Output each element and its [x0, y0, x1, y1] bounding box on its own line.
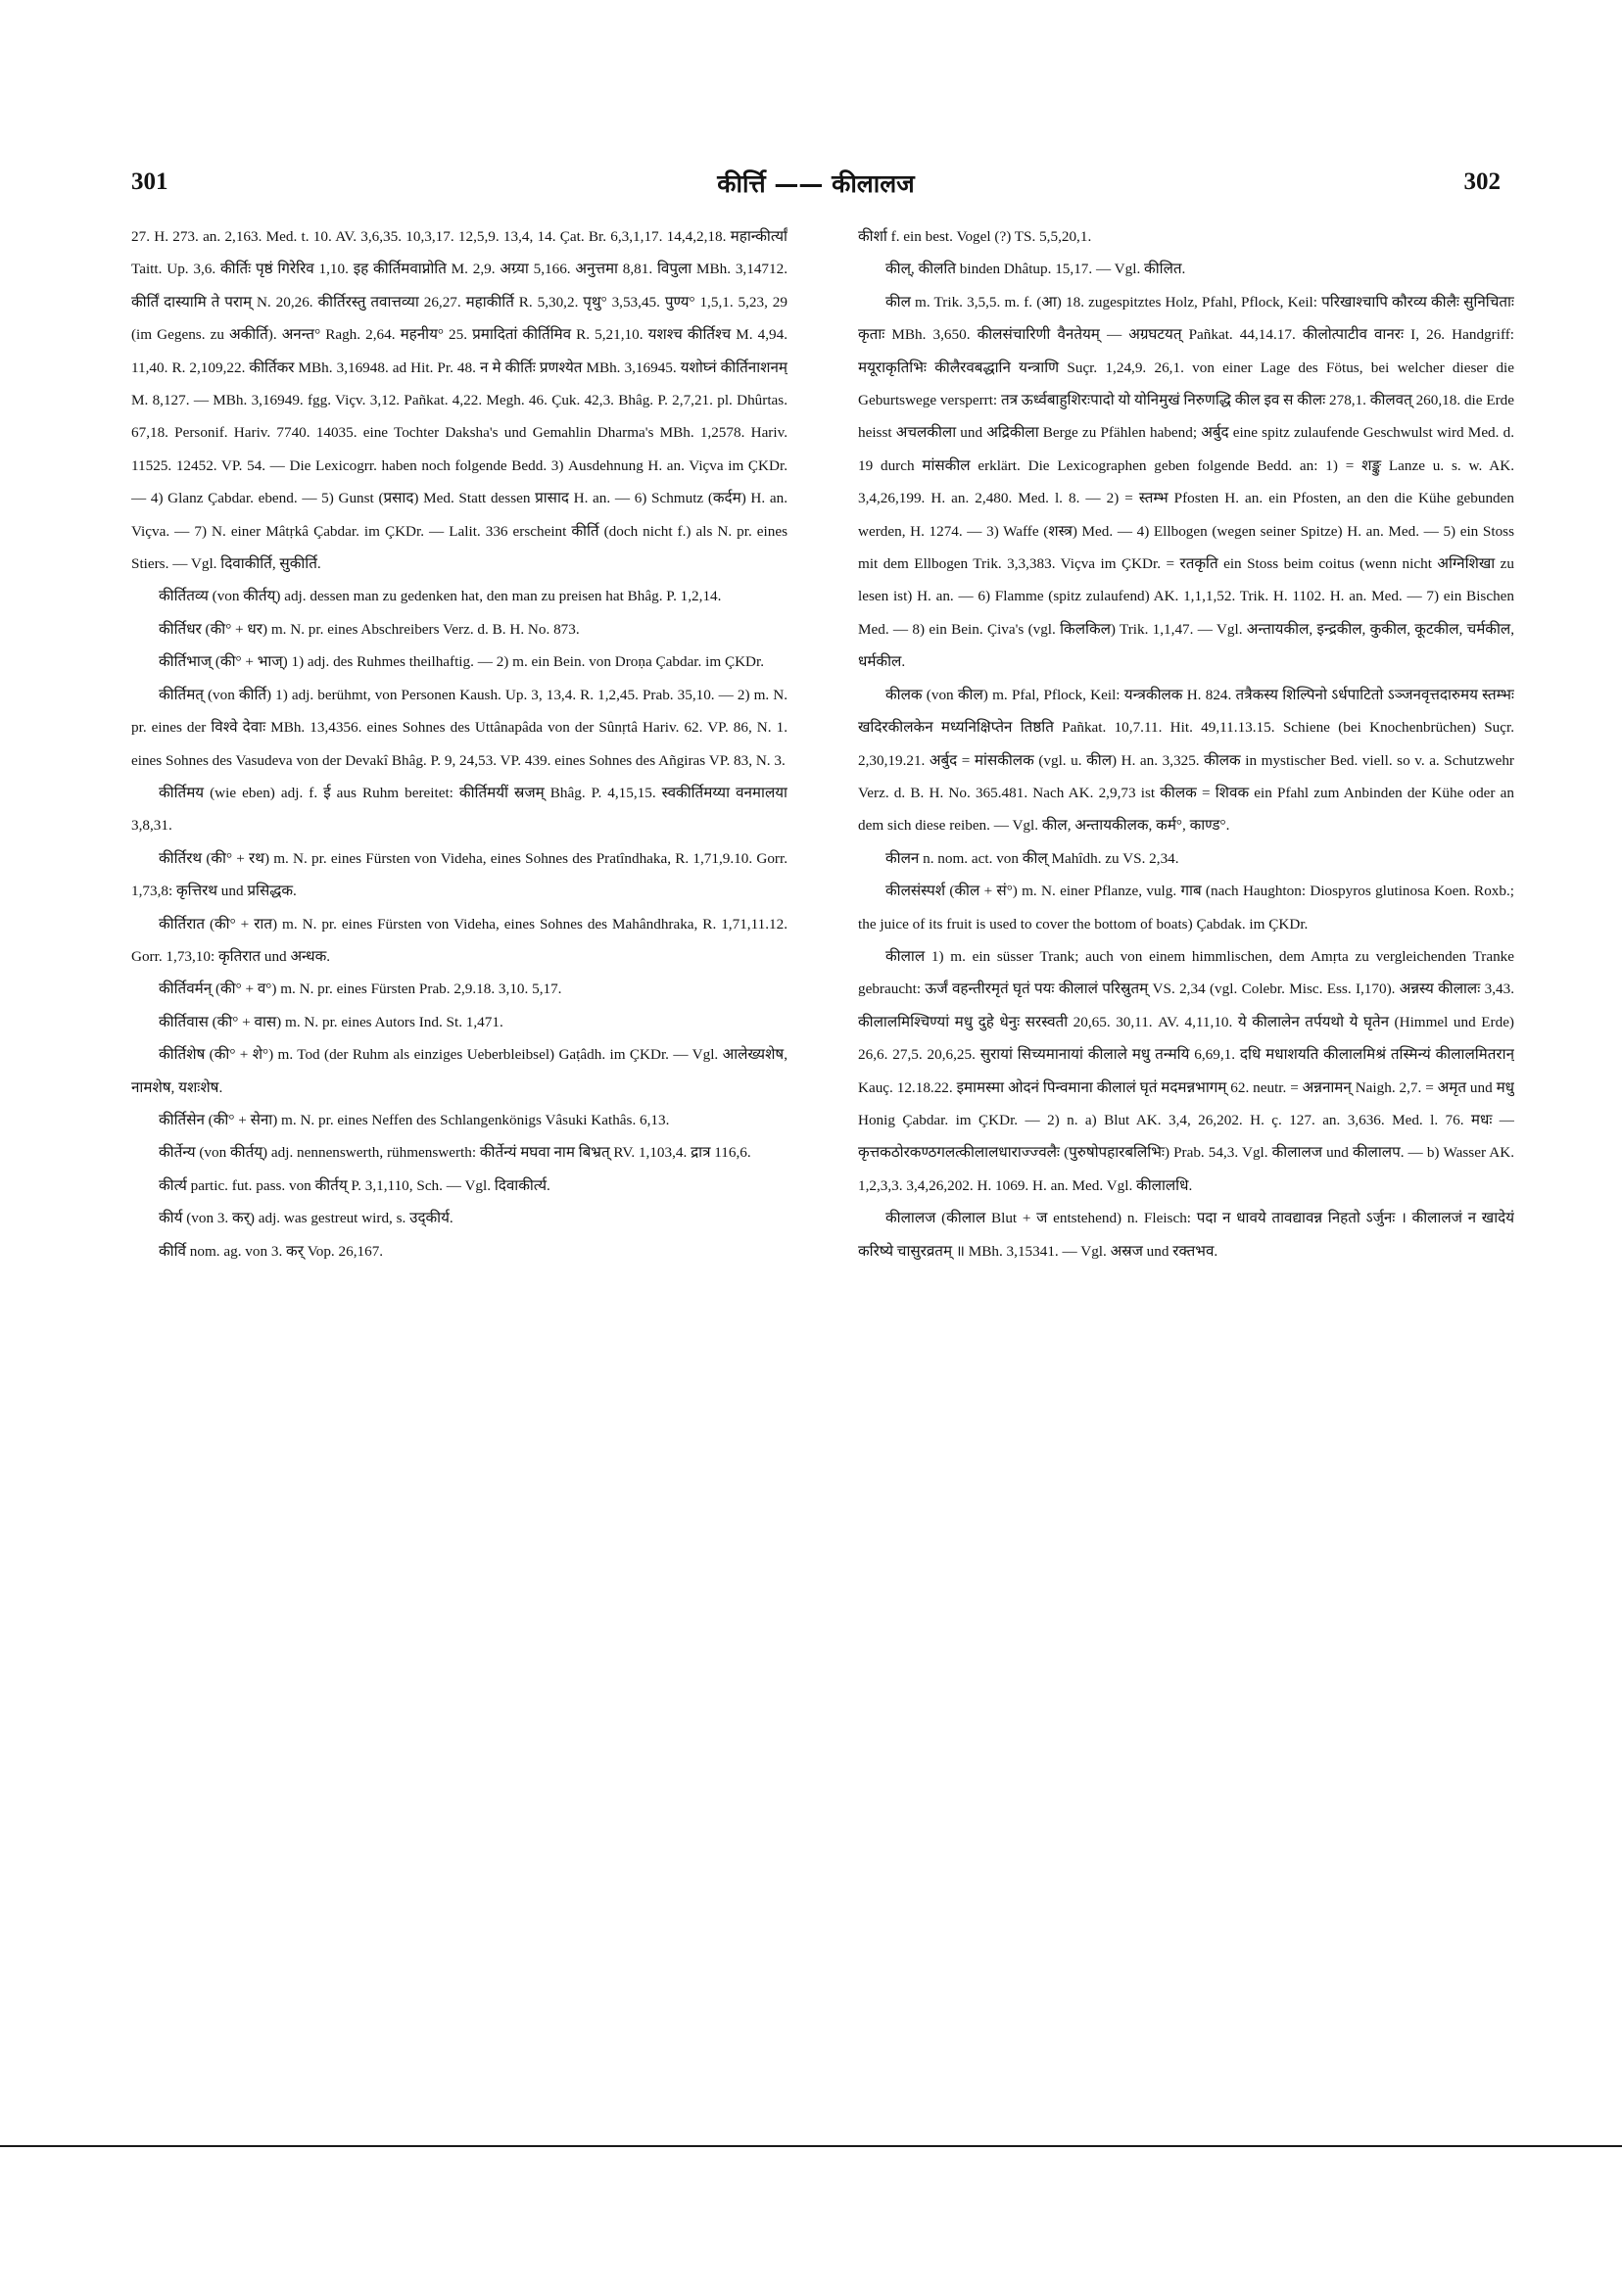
dictionary-entry: कील m. Trik. 3,5,5. m. f. (आ) 18. zugespitztes Holz, Pfahl, Pflock, Keil: परिखाश्चापि कौरव्य कीलैः सुनिचिताः कृताः MBh. 3,650. कीलसंचारिणी वैनतेयम् — अग्रघटयत् Pañkat. 44,14.17. कीलोत्पाटीव वानरः I, 26. Handgriff: मयूराकृतिभिः कीलैरवबद्धानि यन्त्राणि Suçr. 1,24,9. 26,1. von einer Lage des Fötus, bei welcher dieser die Geburtswege versperrt: तत्र ऊर्ध्वबाहुशिरःपादो यो योनिमुखं निरुणद्धि कील इव स कीलः 278,1. कीलवत् 260,18. die Erde heisst अचलकीला und अद्रिकीला Berge zu Pfählen habend; अर्बुद eine spitz zulaufende Geschwulst wird Med. d. 19 durch मांसकील erklärt. Die Lexicographen geben folgende Bedd. an: 1) = शङ्कु Lanze u. s. w. AK. 3,4,26,199. H. an. 2,480. Med. l. 8. — 2) = स्तम्भ Pfosten H. an. ein Pfosten, an den die Kühe gebunden werden, H. 1274. — 3) Waffe (शस्त्र) Med. — 4) Ellbogen (wegen seiner Spitze) H. an. Med. — 5) ein Stoss mit dem Ellbogen Trik. 3,3,383. Viçva im ÇKDr. = रतकृति ein Stoss beim coitus (wenn nicht अग्निशिखा zu lesen ist) H. an. — 6) Flamme (spitz zulaufend) AK. 1,1,1,52. Trik. H. 1102. H. an. Med. — 7) ein Bischen Med. — 8) ein Bein. Çiva's (vgl. किलकिल) Trik. 1,1,47. — Vgl. अन्तायकील, इन्द्रकील, कुकील, कूटकील, चर्मकील, धर्मकील. — [858, 293, 1514, 671]
dictionary-entry: कीर्तिरथ (की° + रथ) m. N. pr. eines Fürsten von Videha, eines Sohnes des Pratîndhaka, R. 1,71,9.10. Gorr. 1,73,8: कृत्तिरथ und प्रसिद्धक. — [131, 849, 787, 900]
dictionary-entry: कीर्तेन्य (von कीर्तय्) adj. nennenswerth, rühmenswerth: कीर्तेन्यं मघवा नाम बिभ्रत् RV. 1,103,4. द्रात्र 116,6. — [159, 1144, 751, 1162]
dictionary-entry: कीर्वि nom. ag. von 3. कर् Vop. 26,167. — [159, 1242, 384, 1260]
dictionary-entry: कीर्तिमय (wie eben) adj. f. ई aus Ruhm bereitet: कीर्तिमयीं स्रजम् Bhâg. P. 4,15,15. स्वकीर्तिमय्या वनमालया 3,8,31. — [131, 784, 787, 835]
dictionary-entry: 27. H. 273. an. 2,163. Med. t. 10. AV. 3,6,35. 10,3,17. 12,5,9. 13,4, 14. Çat. Br. 6,3,1,17. 14,4,2,18. महान्कीर्त्यां Taitt. Up. 3,6. कीर्तिः पृष्ठं गिरेरिव 1,10. इह कीर्तिमवाप्नोति M. 2,9. अग्र्या 5,166. अनुत्तमा 8,81. विपुला MBh. 3,14712. कीर्तिं दास्यामि ते पराम् N. 20,26. कीर्तिरस्तु तवात्तव्या 26,27. महाकीर्ति R. 5,30,2. पृथु° 3,53,45. पुण्य° 1,5,1. 5,23, 29 (im Gegens. zu अकीर्ति). अनन्त° Ragh. 2,64. महनीय° 25. प्रमादितां कीर्तिमिव R. 5,21,10. यशश्च कीर्तिश्च M. 4,94. 11,40. R. 2,109,22. कीर्तिकर MBh. 3,16948. ad Hit. Pr. 48. न मे कीर्तिः प्रणश्येत MBh. 3,16945. यशोघ्नं कीर्तिनाशनम् M. 8,127. — MBh. 3,16949. fgg. Viçv. 3,12. Pañkat. 4,22. Megh. 46. Çuk. 42,3. Bhâg. P. 2,7,21. pl. Dhûrtas. 67,18. Personif. Hariv. 7740. 14035. eine Tochter Daksha's und Gemahlin Dharma's MBh. 1,2578. Hariv. 11525. 12452. VP. 54. — Die Lexicogrr. haben noch folgende Bedd. 3) Ausdehnung H. an. Viçva im ÇKDr. — 4) Glanz Çabdar. ebend. — 5) Gunst (प्रसाद) Med. Statt dessen प्रासाद H. an. — 6) Schmutz (कर्दम) H. an. Viçva. — 7) N. einer Mâtṛkâ Çabdar. im ÇKDr. — Lalit. 336 erscheint कीर्ति (doch nicht f.) als N. pr. eines Stiers. — Vgl. दिवाकीर्ति, सुकीर्ति. — [131, 228, 787, 573]
dictionary-entry: कीर्य (von 3. कर्) adj. was gestreut wird, s. उद्कीर्य. — [159, 1210, 453, 1227]
dictionary-entry: कीर्शा f. ein best. Vogel (?) TS. 5,5,20,1. — [858, 228, 1092, 245]
left-column — [131, 220, 787, 2091]
dictionary-entry: कीलसंस्पर्श (कील + सं°) m. N. einer Pflanze, vulg. गाब (nach Haughton: Diospyros glutinosa Koen. Roxb.; the juice of its fruit is used to cover the bottom of boats) Çabdak. im ÇKDr. — [858, 883, 1514, 933]
dictionary-entry: कीलन n. nom. act. von कील् Mahîdh. zu VS. 2,34. — [885, 849, 1179, 867]
dictionary-entry: कीलाल 1) m. ein süsser Trank; auch von einem himmlischen, dem Amṛta zu vergleichenden Tranke gebraucht: ऊर्जं वहन्तीरमृतं घृतं पयः कीलालं परिस्रुतम् VS. 2,34 (vgl. Colebr. Misc. Ess. I,170). अन्नस्य कीलालः 3,43. कीलालमिश्चिण्यां मधु दुहे धेनुः सरस्वती 20,65. 30,11. AV. 4,11,10. ये कीलालेन तर्पयथो ये घृतेन (Himmel und Erde) 26,6. 27,5. 20,6,25. सुरायां सिच्यमानायां कीलाले मधु तन्मयि 6,69,1. दधि मधाशयति कीलालमिश्रं तस्मिन्यं कीलालमितरान् Kauç. 12.18.22. इमामस्मा ओदनं पिन्वमाना कीलालं घृतं मदमन्नभागम् 62. neutr. = अन्ननामन् Naigh. 2,7. = अमृत und मधु Honig Çabdar. im ÇKDr. — 2) n. a) Blut AK. 3,4, 26,202. H. ç. 127. an. 3,636. Med. l. 76. मधः — कृत्तकठोरकण्ठगलत्कीलालधाराज्ज्वलैः (पुरुषोपहारबलिभिः) Prab. 54,3. Vgl. कीलालज und कीलालप. — b) Wasser AK. 1,2,3,3. 3,4,26,202. H. 1069. H. an. Med. Vgl. कीलालधि. — [858, 947, 1514, 1194]
dictionary-entry: कीलक (von कील) m. Pfal, Pflock, Keil: यन्त्रकीलक H. 824. तत्रैकस्य शिल्पिनो ऽर्धपाटितो ऽञ्जनवृत्तदारुमय स्तम्भः खदिरकीलकेन मध्यनिक्षिप्तेन तिष्ठति Pañkat. 10,7.11. Hit. 49,11.13.15. Schiene (bei Knochenbrüchen) Suçr. 2,30,19.21. अर्बुद = मांसकीलक (vgl. u. कील) H. an. 3,325. कीलक in mystischer Bed. viell. so v. a. Schutzwehr Verz. d. B. H. No. 365.481. Nach AK. 2,9,73 ist कीलक = शिवक ein Pfahl zum Anbinden der Kühe oder an dem sich diese reiben. — Vgl. कील, अन्तायकीलक, कर्म°, काण्ड°. — [858, 686, 1514, 835]
dictionary-entry: कीर्तिरात (की° + रात) m. N. pr. eines Fürsten von Videha, eines Sohnes des Mahândhraka, R. 1,71,11.12. Gorr. 1,73,10: कृतिरात und अन्धक. — [131, 915, 787, 965]
dictionary-entry: कीर्तिवास (की° + वास) m. N. pr. eines Autors Ind. St. 1,471. — [159, 1013, 503, 1030]
page-header — [131, 168, 1501, 208]
dictionary-entry: कील्, कीलति binden Dhâtup. 15,17. — Vgl. कीलित. — [885, 261, 1186, 278]
dictionary-entry: कीर्तितव्य (von कीर्तय्) adj. dessen man zu gedenken hat, den man zu preisen hat Bhâg. P. 1,2,14. — [159, 588, 722, 605]
dictionary-entry: कीर्तिधर (की° + धर) m. N. pr. eines Abschreibers Verz. d. B. H. No. 873. — [159, 620, 580, 638]
dictionary-entry: कीलालज (कीलाल Blut + ज entstehend) n. Fleisch: पदा न धावये तावद्यावन्न निहतो ऽर्जुनः । कीलालजं न खादेयं करिष्ये चासुरव्रतम् ॥ MBh. 3,15341. — Vgl. अस्रज und रक्तभव. — [858, 1210, 1514, 1260]
page-number-right: 302 — [1463, 168, 1501, 195]
running-title: कीर्त्ति —— कीलालज — [717, 169, 915, 198]
dictionary-entry: कीर्तिवर्मन् (की° + व°) m. N. pr. eines Fürsten Prab. 2,9.18. 3,10. 5,17. — [159, 981, 562, 998]
dictionary-entry: कीर्तिसेन (की° + सेना) m. N. pr. eines Neffen des Schlangenkönigs Vâsuki Kathâs. 6,13. — [159, 1111, 670, 1128]
right-column — [858, 220, 1514, 2091]
footer-rule — [0, 2145, 1622, 2147]
dictionary-entry: कीर्तिमत् (von कीर्ति) 1) adj. berühmt, von Personen Kaush. Up. 3, 13,4. R. 1,2,45. Prab. 35,10. — 2) m. N. pr. eines der विश्वे देवाः MBh. 13,4356. eines Sohnes des Uttânapâda von der Sûnṛtâ Hariv. 62. VP. 86, N. 1. eines Sohnes des Vasudeva von der Devakî Bhâg. P. 9, 24,53. VP. 439. eines Sohnes des Añgiras VP. 83, N. 3. — [131, 686, 787, 769]
dictionary-entry: कीर्तिशेष (की° + शे°) m. Tod (der Ruhm als einziges Ueberbleibsel) Gaṭâdh. im ÇKDr. — Vgl. आलेख्यशेष, नामशेष, यशःशेष. — [131, 1046, 787, 1096]
dictionary-entry: कीर्त्य partic. fut. pass. von कीर्तय् P. 3,1,110, Sch. — Vgl. दिवाकीर्त्य. — [159, 1176, 550, 1194]
page-number-left: 301 — [131, 168, 168, 195]
dictionary-entry: कीर्तिभाज् (की° + भाज्) 1) adj. des Ruhmes theilhaftig. — 2) m. ein Bein. von Droṇa Çabdar. im ÇKDr. — [159, 653, 765, 671]
